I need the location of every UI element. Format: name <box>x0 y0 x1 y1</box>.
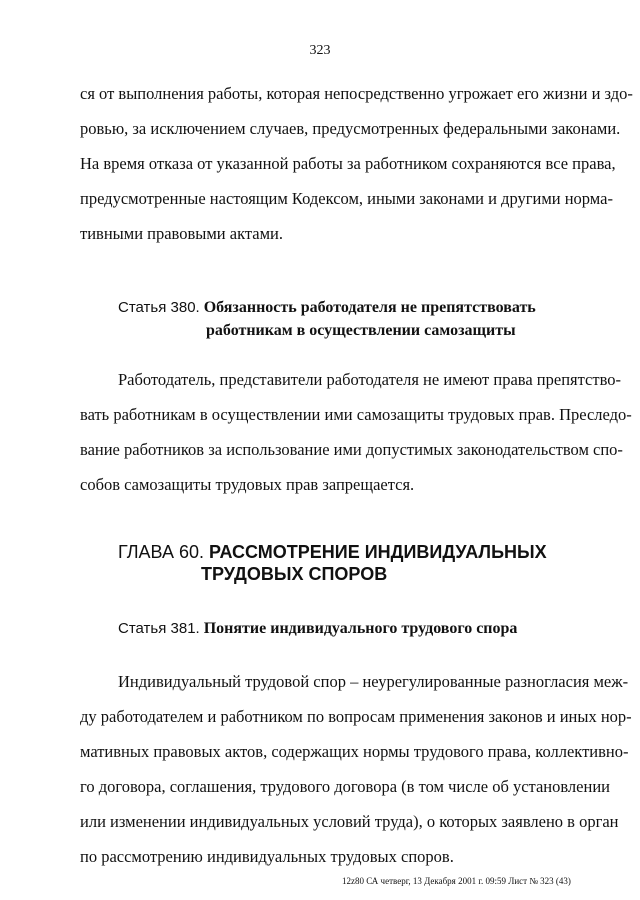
text-line: Индивидуальный трудовой спор – неурегулированные разногласия меж- <box>118 672 629 691</box>
text-line: предусмотренные настоящим Кодексом, иными законами и другими норма- <box>80 189 613 208</box>
paragraph-article-380 <box>80 369 632 499</box>
chapter-title: РАССМОТРЕНИЕ ИНДИВИДУАЛЬНЫХ <box>209 542 547 562</box>
article-number: Статья 380. <box>118 299 200 316</box>
text-line: мативных правовых актов, содержащих нормы трудового права, коллективно- <box>80 742 629 761</box>
chapter-60-heading <box>118 541 547 585</box>
text-line: го договора, соглашения, трудового договора (в том числе об установлении <box>80 777 610 796</box>
text-line: по рассмотрению индивидуальных трудовых споров. <box>80 847 454 866</box>
chapter-number: ГЛАВА 60. <box>118 542 204 562</box>
text-line: ся от выполнения работы, которая непосредственно угрожает его жизни и здо- <box>80 84 633 103</box>
article-title: Понятие индивидуального трудового спора <box>203 620 518 637</box>
text-line: На время отказа от указанной работы за работником сохраняются все права, <box>80 154 616 173</box>
article-title-continued: работникам в осуществлении самозащиты <box>206 322 516 339</box>
chapter-title-continued: ТРУДОВЫХ СПОРОВ <box>201 564 388 584</box>
text-line: ду работодателем и работником по вопросам применения законов и иных нор- <box>80 707 632 726</box>
text-line: собов самозащиты трудовых прав запрещается. <box>80 475 415 494</box>
text-line: ровью, за исключением случаев, предусмотренных федеральными законами. <box>80 119 621 138</box>
article-number: Статья 381. <box>118 620 200 637</box>
print-footer: 12z80 СА четверг, 13 Декабря 2001 г. 09:59 Лист № 323 (43) <box>342 876 571 886</box>
text-line: или изменении индивидуальных условий труда), о которых заявлено в орган <box>80 812 619 831</box>
text-line: тивными правовыми актами. <box>80 224 284 243</box>
page-number: 323 <box>309 43 331 58</box>
text-line: вание работников за использование ими допустимых законодательством спо- <box>80 440 623 459</box>
text-line: вать работникам в осуществлении ими самозащиты трудовых прав. Преследо- <box>80 405 632 424</box>
article-380-heading <box>118 296 536 342</box>
article-title: Обязанность работодателя не препятствовать <box>203 299 536 316</box>
paragraph-continuation <box>80 83 633 253</box>
article-381-heading <box>118 617 517 640</box>
paragraph-article-381 <box>80 671 632 871</box>
text-line: Работодатель, представители работодателя не имеют права препятство- <box>118 370 621 389</box>
